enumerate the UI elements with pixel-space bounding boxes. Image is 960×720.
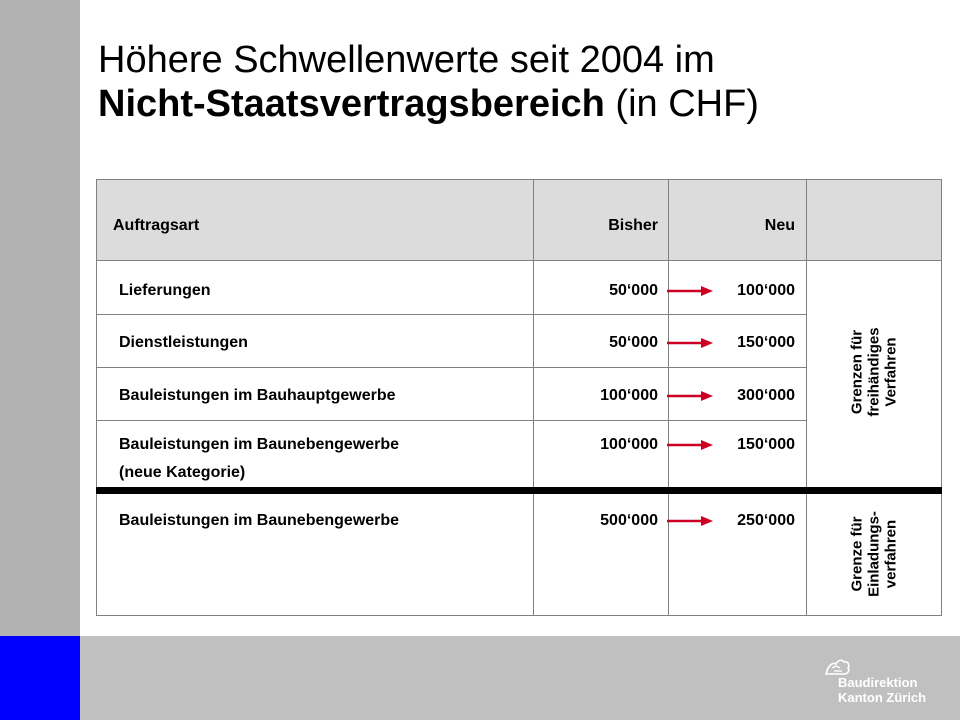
group-separator-line bbox=[96, 487, 942, 494]
row-2-type: Dienstleistungen bbox=[119, 334, 248, 351]
group2-line3: verfahren bbox=[882, 519, 900, 589]
row-divider bbox=[97, 314, 806, 315]
column-divider-group bbox=[806, 180, 807, 615]
group2-line2: Einladungs- bbox=[865, 511, 883, 597]
title-line-2 bbox=[98, 82, 938, 126]
title-bold-part: Nicht-Staatsvertragsbereich bbox=[98, 83, 605, 125]
row-3-neu: 300‘000 bbox=[737, 387, 795, 404]
group-label-freihaendig-inner bbox=[849, 327, 900, 416]
row-5-neu: 250‘000 bbox=[737, 512, 795, 529]
title-line-1: Höhere Schwellenwerte seit 2004 im bbox=[98, 39, 715, 81]
group1-line3: Verfahren bbox=[882, 337, 900, 407]
row-4-type: Bauleistungen im Baunebengewerbe bbox=[119, 436, 400, 453]
row-4-type-note: (neue Kategorie) bbox=[119, 464, 246, 481]
group1-line1: Grenzen für bbox=[848, 329, 866, 415]
header-neu: Neu bbox=[764, 217, 795, 234]
logo-text bbox=[838, 675, 926, 705]
row-1-bisher: 50‘000 bbox=[609, 282, 658, 299]
footer-bar bbox=[80, 636, 960, 720]
table-header-row bbox=[97, 180, 941, 261]
row-4-neu: 150‘000 bbox=[737, 436, 795, 453]
row-divider bbox=[97, 420, 806, 421]
group-label-einladung-inner bbox=[849, 511, 900, 597]
row-5-bisher: 500‘000 bbox=[600, 512, 658, 529]
row-3-type: Bauleistungen im Bauhauptgewerbe bbox=[119, 387, 396, 404]
row-4-bisher: 100‘000 bbox=[600, 436, 658, 453]
row-2-bisher: 50‘000 bbox=[609, 334, 658, 351]
group-label-freihaendig bbox=[809, 287, 939, 457]
logo-line-2: Kanton Zürich bbox=[838, 690, 927, 705]
row-3-bisher: 100‘000 bbox=[600, 387, 658, 404]
row-1-type: Lieferungen bbox=[119, 282, 211, 299]
header-bisher: Bisher bbox=[608, 217, 658, 234]
left-sidebar-bar bbox=[0, 0, 80, 636]
title-rest-part: (in CHF) bbox=[604, 83, 759, 125]
group2-line1: Grenze für bbox=[848, 516, 866, 592]
row-5-type: Bauleistungen im Baunebengewerbe bbox=[119, 512, 400, 529]
row-divider bbox=[97, 367, 806, 368]
blue-accent-block bbox=[0, 636, 80, 720]
slide-title bbox=[98, 38, 938, 126]
threshold-table bbox=[96, 179, 942, 616]
logo-line-1: Baudirektion bbox=[838, 675, 918, 690]
group-label-einladung bbox=[809, 494, 939, 614]
row-2-neu: 150‘000 bbox=[737, 334, 795, 351]
header-auftragsart: Auftragsart bbox=[113, 217, 200, 234]
group1-line2: freihändiges bbox=[865, 327, 883, 417]
row-1-neu: 100‘000 bbox=[737, 282, 795, 299]
